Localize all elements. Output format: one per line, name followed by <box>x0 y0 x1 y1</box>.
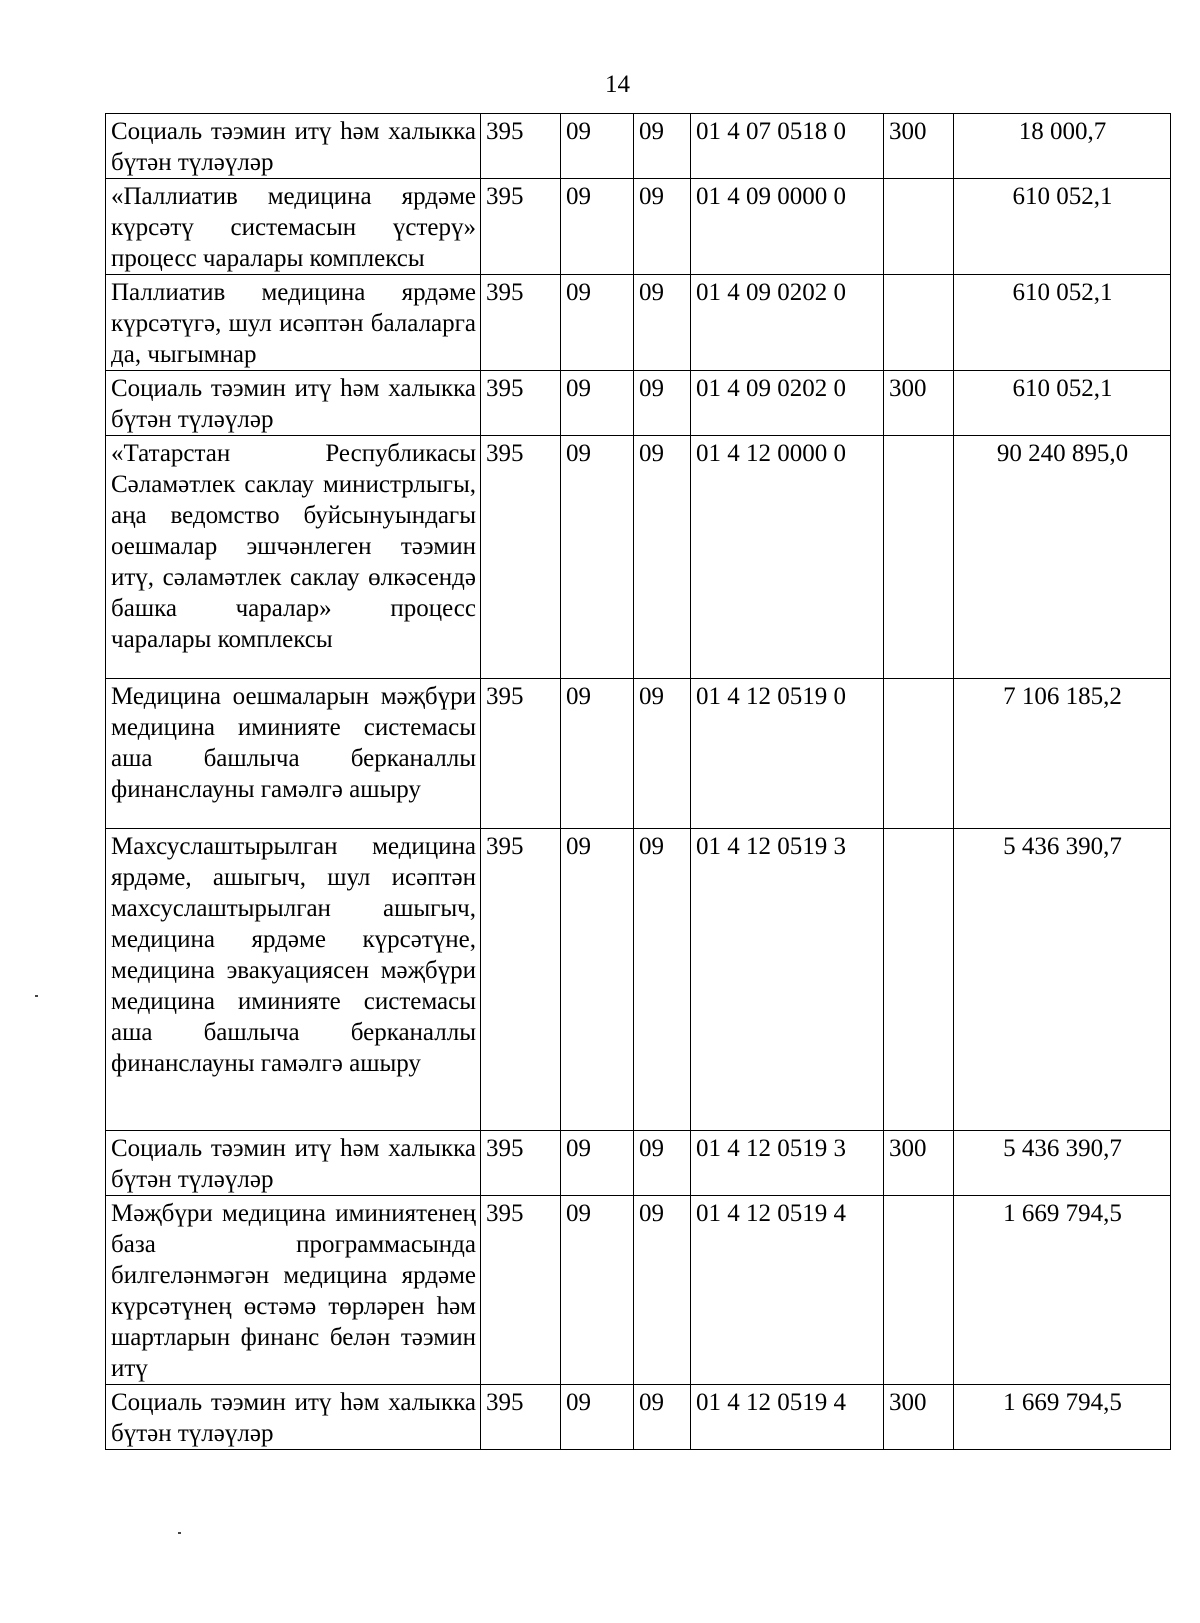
amount-value: 90 240 895,0 <box>954 436 1171 679</box>
budget-table <box>105 113 1171 1450</box>
section-code: 09 <box>561 1131 634 1196</box>
row-description: Социаль тәэмин итү һәм халыкка бүтән түләүләр <box>106 114 481 179</box>
expense-type-code: 300 <box>884 1385 954 1450</box>
expense-type-code <box>884 436 954 679</box>
amount-value: 1 669 794,5 <box>954 1196 1171 1385</box>
row-description: Мәҗбүри медицина иминиятенең база программасында билгеләнмәгән медицина ярдәме күрсәтүнең өстәмә төрләрен һәм шартларын финанс белән тәэмин итү <box>106 1196 481 1385</box>
section-code: 09 <box>561 179 634 275</box>
ministry-code: 395 <box>481 1385 561 1450</box>
subsection-code: 09 <box>634 1131 691 1196</box>
target-article-code: 01 4 12 0519 0 <box>691 679 884 829</box>
budget-table-body <box>106 114 1171 1450</box>
ministry-code: 395 <box>481 679 561 829</box>
ministry-code: 395 <box>481 1131 561 1196</box>
table-row <box>106 114 1171 179</box>
row-description: Социаль тәэмин итү һәм халыкка бүтән түләүләр <box>106 371 481 436</box>
target-article-code: 01 4 09 0000 0 <box>691 179 884 275</box>
target-article-code: 01 4 12 0519 4 <box>691 1385 884 1450</box>
subsection-code: 09 <box>634 371 691 436</box>
ministry-code: 395 <box>481 114 561 179</box>
table-row <box>106 1385 1171 1450</box>
section-code: 09 <box>561 1385 634 1450</box>
amount-value: 1 669 794,5 <box>954 1385 1171 1450</box>
section-code: 09 <box>561 679 634 829</box>
subsection-code: 09 <box>634 114 691 179</box>
subsection-code: 09 <box>634 1196 691 1385</box>
row-description: Социаль тәэмин итү һәм халыкка бүтән түләүләр <box>106 1385 481 1450</box>
subsection-code: 09 <box>634 679 691 829</box>
expense-type-code <box>884 179 954 275</box>
target-article-code: 01 4 09 0202 0 <box>691 371 884 436</box>
ministry-code: 395 <box>481 275 561 371</box>
target-article-code: 01 4 12 0519 4 <box>691 1196 884 1385</box>
section-code: 09 <box>561 1196 634 1385</box>
expense-type-code: 300 <box>884 114 954 179</box>
row-description: Паллиатив медицина ярдәме күрсәтүгә, шул исәптән балаларга да, чыгымнар <box>106 275 481 371</box>
row-description: Медицина оешмаларын мәҗбүри медицина иминияте системасы аша башлыча берканаллы финанслауны гамәлгә ашыру <box>106 679 481 829</box>
expense-type-code <box>884 679 954 829</box>
section-code: 09 <box>561 436 634 679</box>
scan-speck <box>178 1532 181 1534</box>
ministry-code: 395 <box>481 436 561 679</box>
amount-value: 7 106 185,2 <box>954 679 1171 829</box>
amount-value: 610 052,1 <box>954 275 1171 371</box>
table-row <box>106 1196 1171 1385</box>
row-description: Махсуслаштырылган медицина ярдәме, ашыгыч, шул исәптән махсуслаштырылган ашыгыч, медицина ярдәме күрсәтүне, медицина эвакуациясен мәҗбүри медицина иминияте системасы аша башлыча берканаллы финанслауны гамәлгә ашыру <box>106 829 481 1131</box>
table-row <box>106 179 1171 275</box>
target-article-code: 01 4 07 0518 0 <box>691 114 884 179</box>
scan-speck <box>35 995 38 997</box>
amount-value: 5 436 390,7 <box>954 829 1171 1131</box>
expense-type-code: 300 <box>884 1131 954 1196</box>
row-description: «Татарстан Республикасы Сәламәтлек саклау министрлыгы, аңа ведомство буйсынуындагы оешмалар эшчәнлеген тәэмин итү, сәламәтлек саклау өлкәсендә башка чаралар» процесс чаралары комплексы <box>106 436 481 679</box>
amount-value: 610 052,1 <box>954 371 1171 436</box>
subsection-code: 09 <box>634 275 691 371</box>
row-description: «Паллиатив медицина ярдәме күрсәтү системасын үстерү» процесс чаралары комплексы <box>106 179 481 275</box>
section-code: 09 <box>561 114 634 179</box>
subsection-code: 09 <box>634 829 691 1131</box>
table-row <box>106 1131 1171 1196</box>
table-row <box>106 679 1171 829</box>
ministry-code: 395 <box>481 371 561 436</box>
section-code: 09 <box>561 829 634 1131</box>
section-code: 09 <box>561 275 634 371</box>
target-article-code: 01 4 12 0519 3 <box>691 1131 884 1196</box>
row-description: Социаль тәэмин итү һәм халыкка бүтән түләүләр <box>106 1131 481 1196</box>
target-article-code: 01 4 12 0000 0 <box>691 436 884 679</box>
amount-value: 18 000,7 <box>954 114 1171 179</box>
amount-value: 610 052,1 <box>954 179 1171 275</box>
section-code: 09 <box>561 371 634 436</box>
table-row <box>106 829 1171 1131</box>
table-row <box>106 275 1171 371</box>
table-row <box>106 371 1171 436</box>
expense-type-code: 300 <box>884 371 954 436</box>
expense-type-code <box>884 1196 954 1385</box>
page-number: 14 <box>605 71 630 98</box>
subsection-code: 09 <box>634 1385 691 1450</box>
subsection-code: 09 <box>634 179 691 275</box>
ministry-code: 395 <box>481 829 561 1131</box>
expense-type-code <box>884 829 954 1131</box>
subsection-code: 09 <box>634 436 691 679</box>
target-article-code: 01 4 09 0202 0 <box>691 275 884 371</box>
ministry-code: 395 <box>481 1196 561 1385</box>
target-article-code: 01 4 12 0519 3 <box>691 829 884 1131</box>
expense-type-code <box>884 275 954 371</box>
ministry-code: 395 <box>481 179 561 275</box>
table-row <box>106 436 1171 679</box>
amount-value: 5 436 390,7 <box>954 1131 1171 1196</box>
